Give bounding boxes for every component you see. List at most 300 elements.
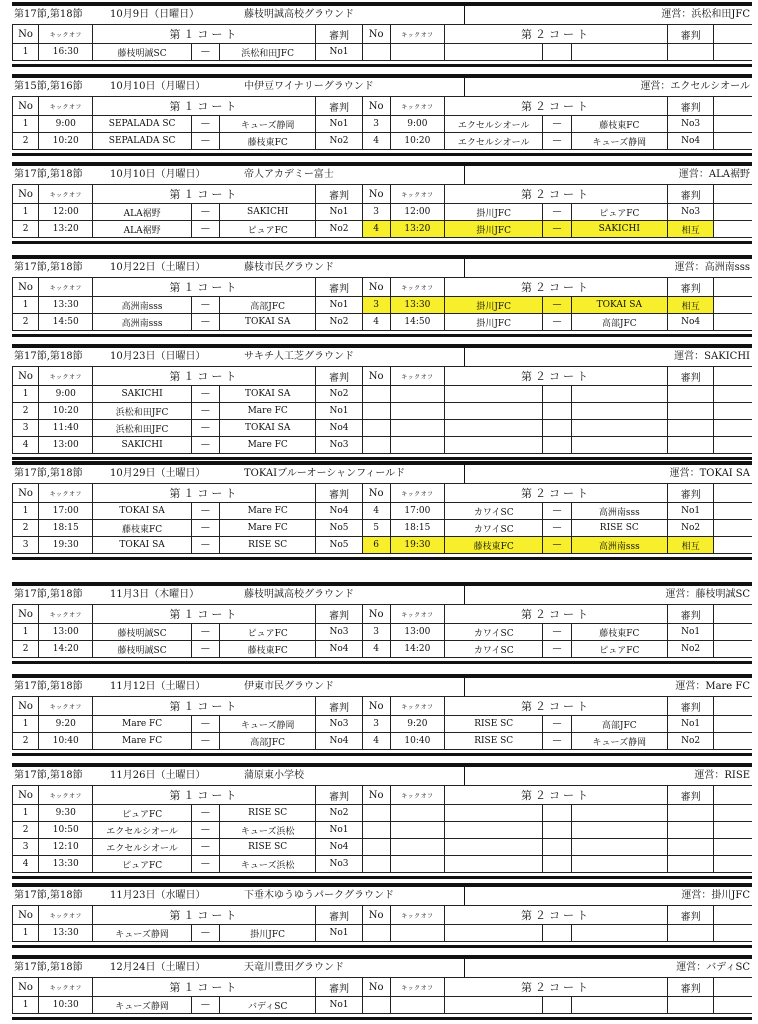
schedule-table xyxy=(12,785,752,873)
court-2-kickoff: 19:30 xyxy=(390,537,444,554)
court-2-vs-dash xyxy=(543,822,571,839)
spare-cell xyxy=(714,44,752,61)
court-2-home-team xyxy=(444,997,542,1014)
match-date: 10月9日（日曜日） xyxy=(110,9,200,20)
court-2-home-team: カワイSC xyxy=(444,641,542,658)
manager-label: 運営：掛川JFC xyxy=(681,890,750,901)
court-1-kickoff: 19:30 xyxy=(39,537,93,554)
court-1-vs-dash: — xyxy=(191,925,219,942)
block-bottom-rule xyxy=(12,661,752,664)
court-2-kickoff: 10:40 xyxy=(390,733,444,750)
court-2-vs-dash: — xyxy=(543,297,571,314)
header-divider xyxy=(464,348,465,366)
court-2-kickoff xyxy=(390,997,444,1014)
court-1-match-no: 1 xyxy=(13,805,39,822)
court-2-referee: 相互 xyxy=(668,221,714,238)
col-no-2: No xyxy=(362,605,390,624)
col-no-2: No xyxy=(362,978,390,997)
col-referee-2: 審判 xyxy=(668,605,714,624)
spare-cell xyxy=(714,925,752,942)
section-label: 第17節,第18節 xyxy=(14,770,83,781)
court-1-referee: No1 xyxy=(316,116,362,133)
court-1-home-team: 浜松和田JFC xyxy=(93,403,191,420)
court-2-vs-dash: — xyxy=(543,520,571,537)
schedule-table xyxy=(12,696,752,750)
spare-cell xyxy=(714,805,752,822)
col-referee-1: 審判 xyxy=(316,605,362,624)
court-2-vs-dash xyxy=(543,805,571,822)
court-1-vs-dash: — xyxy=(191,133,219,150)
court-1-vs-dash: — xyxy=(191,716,219,733)
table-header-row xyxy=(13,278,753,297)
court-1-vs-dash: — xyxy=(191,822,219,839)
court-2-header: 第２コート xyxy=(444,97,667,116)
spare-cell xyxy=(714,437,752,454)
court-1-referee: No1 xyxy=(316,997,362,1014)
court-1-referee: No4 xyxy=(316,641,362,658)
court-2-away-team xyxy=(571,925,667,942)
court-1-away-team: キューズ静岡 xyxy=(219,116,315,133)
court-1-vs-dash: — xyxy=(191,116,219,133)
venue-name: 藤枝明誠高校グラウンド xyxy=(244,9,354,20)
spare-cell xyxy=(714,221,752,238)
court-2-home-team xyxy=(444,925,542,942)
match-row xyxy=(13,856,753,873)
court-2-away-team xyxy=(571,386,667,403)
col-kickoff-2: キックオフ xyxy=(390,97,444,116)
col-kickoff-2: キックオフ xyxy=(390,906,444,925)
court-1-match-no: 2 xyxy=(13,314,39,331)
court-1-away-team: 藤枝東FC xyxy=(219,133,315,150)
col-no-1: No xyxy=(13,97,39,116)
court-2-header: 第２コート xyxy=(444,906,667,925)
court-1-match-no: 2 xyxy=(13,641,39,658)
court-2-home-team: 掛川JFC xyxy=(444,314,542,331)
court-1-vs-dash: — xyxy=(191,856,219,873)
col-kickoff-2: キックオフ xyxy=(390,484,444,503)
header-divider xyxy=(464,767,465,785)
court-1-kickoff: 13:30 xyxy=(39,925,93,942)
court-1-home-team: Mare FC xyxy=(93,733,191,750)
court-1-match-no: 1 xyxy=(13,386,39,403)
match-row xyxy=(13,221,753,238)
spare-column xyxy=(714,185,752,204)
court-2-vs-dash: — xyxy=(543,503,571,520)
match-row xyxy=(13,314,753,331)
court-2-kickoff: 17:00 xyxy=(390,503,444,520)
block-bottom-rule xyxy=(12,557,752,560)
spare-column xyxy=(714,906,752,925)
court-2-header: 第２コート xyxy=(444,484,667,503)
court-1-match-no: 3 xyxy=(13,420,39,437)
court-2-header: 第２コート xyxy=(444,185,667,204)
venue-name: 藤枝市民グラウンド xyxy=(244,262,334,273)
section-label: 第15節,第16節 xyxy=(14,81,83,92)
col-referee-1: 審判 xyxy=(316,786,362,805)
court-1-match-no: 3 xyxy=(13,839,39,856)
court-2-match-no: 4 xyxy=(362,314,390,331)
court-1-header: 第１コート xyxy=(93,786,316,805)
block-header xyxy=(12,166,752,184)
col-kickoff-2: キックオフ xyxy=(390,278,444,297)
manager-label: 運営：Mare FC xyxy=(675,681,750,692)
court-2-header: 第２コート xyxy=(444,25,667,44)
court-1-away-team: Mare FC xyxy=(219,437,315,454)
col-no-1: No xyxy=(13,605,39,624)
court-2-referee xyxy=(668,822,714,839)
court-2-away-team xyxy=(571,839,667,856)
col-kickoff-1: キックオフ xyxy=(39,484,93,503)
venue-name: 中伊豆ワイナリーグラウンド xyxy=(244,81,374,92)
manager-label: 運営：ALA裾野 xyxy=(678,169,750,180)
spare-cell xyxy=(714,403,752,420)
venue-name: TOKAIブルーオーシャンフィールド xyxy=(244,468,406,479)
court-2-vs-dash: — xyxy=(543,204,571,221)
court-2-match-no: 3 xyxy=(362,297,390,314)
court-1-referee: No2 xyxy=(316,314,362,331)
block-header xyxy=(12,78,752,96)
court-1-kickoff: 9:00 xyxy=(39,386,93,403)
court-2-kickoff xyxy=(390,856,444,873)
court-1-header: 第１コート xyxy=(93,25,316,44)
court-2-match-no xyxy=(362,925,390,942)
court-2-match-no: 6 xyxy=(362,537,390,554)
col-no-1: No xyxy=(13,25,39,44)
spare-cell xyxy=(714,133,752,150)
court-2-match-no xyxy=(362,822,390,839)
court-1-home-team: 藤枝明誠SC xyxy=(93,641,191,658)
table-header-row xyxy=(13,605,753,624)
court-2-away-team xyxy=(571,856,667,873)
match-row xyxy=(13,925,753,942)
match-row xyxy=(13,133,753,150)
court-2-match-no: 3 xyxy=(362,624,390,641)
court-1-away-team: 藤枝東FC xyxy=(219,641,315,658)
court-2-vs-dash xyxy=(543,403,571,420)
court-1-home-team: ピュアFC xyxy=(93,805,191,822)
col-kickoff-2: キックオフ xyxy=(390,25,444,44)
section-label: 第17節,第18節 xyxy=(14,468,83,479)
court-2-kickoff xyxy=(390,839,444,856)
spare-cell xyxy=(714,520,752,537)
spare-cell xyxy=(714,716,752,733)
court-1-referee: No4 xyxy=(316,839,362,856)
court-2-match-no: 4 xyxy=(362,641,390,658)
col-referee-2: 審判 xyxy=(668,278,714,297)
spare-column xyxy=(714,786,752,805)
col-no-2: No xyxy=(362,97,390,116)
court-1-kickoff: 16:30 xyxy=(39,44,93,61)
match-date: 11月3日（木曜日） xyxy=(110,589,200,600)
court-1-vs-dash: — xyxy=(191,420,219,437)
spare-cell xyxy=(714,839,752,856)
court-1-referee: No2 xyxy=(316,386,362,403)
col-kickoff-1: キックオフ xyxy=(39,906,93,925)
court-2-vs-dash: — xyxy=(543,537,571,554)
court-2-vs-dash xyxy=(543,925,571,942)
block-bottom-rule xyxy=(12,153,752,156)
court-1-match-no: 2 xyxy=(13,822,39,839)
court-1-referee: No5 xyxy=(316,537,362,554)
court-1-vs-dash: — xyxy=(191,997,219,1014)
match-row xyxy=(13,733,753,750)
court-1-header: 第１コート xyxy=(93,484,316,503)
spare-cell xyxy=(714,204,752,221)
court-2-home-team xyxy=(444,437,542,454)
court-2-referee xyxy=(668,805,714,822)
col-referee-1: 審判 xyxy=(316,97,362,116)
court-1-home-team: 浜松和田JFC xyxy=(93,420,191,437)
match-date: 12月24日（土曜日） xyxy=(110,962,206,973)
court-2-referee: No4 xyxy=(668,314,714,331)
court-1-referee: No1 xyxy=(316,297,362,314)
court-1-vs-dash: — xyxy=(191,503,219,520)
court-1-referee: No1 xyxy=(316,925,362,942)
table-header-row xyxy=(13,97,753,116)
court-1-home-team: ALA裾野 xyxy=(93,204,191,221)
block-bottom-rule xyxy=(12,64,752,67)
court-2-match-no: 3 xyxy=(362,204,390,221)
match-row xyxy=(13,420,753,437)
manager-label: 運営：浜松和田JFC xyxy=(661,9,750,20)
col-referee-2: 審判 xyxy=(668,97,714,116)
court-2-away-team: キューズ静岡 xyxy=(571,733,667,750)
match-row xyxy=(13,822,753,839)
section-label: 第17節,第18節 xyxy=(14,9,83,20)
court-2-away-team: ピュアFC xyxy=(571,204,667,221)
court-2-vs-dash xyxy=(543,386,571,403)
court-2-referee xyxy=(668,839,714,856)
table-header-row xyxy=(13,185,753,204)
court-1-away-team: 掛川JFC xyxy=(219,925,315,942)
court-1-kickoff: 9:00 xyxy=(39,116,93,133)
court-1-header: 第１コート xyxy=(93,906,316,925)
court-1-match-no: 4 xyxy=(13,856,39,873)
col-kickoff-1: キックオフ xyxy=(39,697,93,716)
match-row xyxy=(13,537,753,554)
court-1-referee: No2 xyxy=(316,133,362,150)
schedule-table xyxy=(12,905,752,942)
court-2-referee xyxy=(668,925,714,942)
block-header xyxy=(12,586,752,604)
header-divider xyxy=(464,259,465,277)
court-2-away-team xyxy=(571,997,667,1014)
court-1-away-team: キューズ浜松 xyxy=(219,856,315,873)
court-1-kickoff: 12:10 xyxy=(39,839,93,856)
court-1-header: 第１コート xyxy=(93,697,316,716)
court-1-match-no: 1 xyxy=(13,624,39,641)
court-1-home-team: 藤枝明誠SC xyxy=(93,624,191,641)
manager-label: 運営：藤枝明誠SC xyxy=(665,589,750,600)
match-row xyxy=(13,624,753,641)
court-1-match-no: 4 xyxy=(13,437,39,454)
court-1-home-team: ピュアFC xyxy=(93,856,191,873)
court-1-header: 第１コート xyxy=(93,605,316,624)
block-header xyxy=(12,959,752,977)
court-2-referee: No1 xyxy=(668,503,714,520)
venue-name: 蒲原東小学校 xyxy=(244,770,304,781)
table-header-row xyxy=(13,978,753,997)
block-bottom-rule xyxy=(12,457,752,460)
col-no-2: No xyxy=(362,906,390,925)
court-2-vs-dash xyxy=(543,437,571,454)
spare-column xyxy=(714,278,752,297)
court-2-referee: No1 xyxy=(668,716,714,733)
court-1-away-team: TOKAI SA xyxy=(219,314,315,331)
court-2-home-team xyxy=(444,420,542,437)
schedule-table xyxy=(12,977,752,1014)
court-1-match-no: 2 xyxy=(13,133,39,150)
court-2-referee xyxy=(668,403,714,420)
court-2-header: 第２コート xyxy=(444,278,667,297)
col-referee-2: 審判 xyxy=(668,906,714,925)
court-1-away-team: SAKICHI xyxy=(219,204,315,221)
match-date: 10月29日（土曜日） xyxy=(110,468,206,479)
court-1-match-no: 1 xyxy=(13,503,39,520)
court-1-referee: No3 xyxy=(316,856,362,873)
court-2-kickoff: 14:20 xyxy=(390,641,444,658)
col-kickoff-1: キックオフ xyxy=(39,278,93,297)
court-1-match-no: 1 xyxy=(13,925,39,942)
court-1-kickoff: 12:00 xyxy=(39,204,93,221)
block-bottom-rule xyxy=(12,945,752,948)
court-2-match-no: 4 xyxy=(362,503,390,520)
block-bottom-rule xyxy=(12,1017,752,1020)
court-1-away-team: 高部JFC xyxy=(219,733,315,750)
header-divider xyxy=(464,959,465,977)
col-no-2: No xyxy=(362,25,390,44)
court-1-home-team: Mare FC xyxy=(93,716,191,733)
match-date: 11月23日（水曜日） xyxy=(110,890,206,901)
court-1-vs-dash: — xyxy=(191,520,219,537)
court-2-referee: No4 xyxy=(668,133,714,150)
court-1-home-team: SEPALADA SC xyxy=(93,116,191,133)
header-divider xyxy=(464,6,465,24)
court-1-match-no: 1 xyxy=(13,204,39,221)
col-no-2: No xyxy=(362,367,390,386)
col-no-2: No xyxy=(362,786,390,805)
court-2-kickoff: 13:00 xyxy=(390,624,444,641)
court-2-match-no: 3 xyxy=(362,716,390,733)
match-row xyxy=(13,839,753,856)
court-2-match-no xyxy=(362,856,390,873)
court-1-kickoff: 17:00 xyxy=(39,503,93,520)
court-2-kickoff: 18:15 xyxy=(390,520,444,537)
court-1-away-team: Mare FC xyxy=(219,403,315,420)
col-no-1: No xyxy=(13,786,39,805)
court-2-match-no xyxy=(362,997,390,1014)
col-no-2: No xyxy=(362,278,390,297)
court-1-home-team: 高洲南sss xyxy=(93,314,191,331)
match-date: 10月10日（月曜日） xyxy=(110,81,206,92)
table-header-row xyxy=(13,906,753,925)
col-kickoff-2: キックオフ xyxy=(390,786,444,805)
col-referee-1: 審判 xyxy=(316,484,362,503)
court-1-away-team: RISE SC xyxy=(219,839,315,856)
spare-column xyxy=(714,605,752,624)
header-divider xyxy=(464,887,465,905)
court-2-match-no xyxy=(362,839,390,856)
court-2-header: 第２コート xyxy=(444,786,667,805)
col-no-1: No xyxy=(13,697,39,716)
match-row xyxy=(13,204,753,221)
col-no-1: No xyxy=(13,367,39,386)
court-1-vs-dash: — xyxy=(191,386,219,403)
block-header xyxy=(12,348,752,366)
court-2-match-no: 4 xyxy=(362,133,390,150)
block-header xyxy=(12,465,752,483)
col-kickoff-1: キックオフ xyxy=(39,185,93,204)
court-2-away-team xyxy=(571,805,667,822)
match-row xyxy=(13,503,753,520)
court-1-kickoff: 14:50 xyxy=(39,314,93,331)
schedule-table xyxy=(12,184,752,238)
court-2-away-team: 高部JFC xyxy=(571,716,667,733)
court-2-home-team xyxy=(444,839,542,856)
court-2-away-team: SAKICHI xyxy=(571,221,667,238)
court-2-match-no xyxy=(362,386,390,403)
court-2-away-team: 高洲南sss xyxy=(571,537,667,554)
col-referee-1: 審判 xyxy=(316,697,362,716)
match-row xyxy=(13,997,753,1014)
col-kickoff-2: キックオフ xyxy=(390,697,444,716)
match-date: 10月23日（日曜日） xyxy=(110,351,206,362)
court-1-away-team: キューズ浜松 xyxy=(219,822,315,839)
court-1-kickoff: 10:50 xyxy=(39,822,93,839)
court-2-away-team: 藤枝東FC xyxy=(571,116,667,133)
spare-cell xyxy=(714,997,752,1014)
court-2-home-team xyxy=(444,44,542,61)
spare-cell xyxy=(714,297,752,314)
col-referee-2: 審判 xyxy=(668,697,714,716)
court-2-home-team: エクセルシオール xyxy=(444,116,542,133)
court-2-match-no xyxy=(362,44,390,61)
court-2-vs-dash: — xyxy=(543,624,571,641)
court-1-kickoff: 13:00 xyxy=(39,624,93,641)
match-row xyxy=(13,520,753,537)
court-1-home-team: TOKAI SA xyxy=(93,537,191,554)
col-no-2: No xyxy=(362,697,390,716)
court-1-away-team: キューズ静岡 xyxy=(219,716,315,733)
block-bottom-rule xyxy=(12,334,752,337)
court-2-vs-dash: — xyxy=(543,733,571,750)
court-1-home-team: SAKICHI xyxy=(93,437,191,454)
table-header-row xyxy=(13,786,753,805)
court-1-vs-dash: — xyxy=(191,221,219,238)
col-kickoff-2: キックオフ xyxy=(390,978,444,997)
court-1-home-team: TOKAI SA xyxy=(93,503,191,520)
court-2-kickoff xyxy=(390,386,444,403)
court-2-referee xyxy=(668,856,714,873)
court-2-vs-dash: — xyxy=(543,116,571,133)
court-1-away-team: ピュアFC xyxy=(219,221,315,238)
court-2-home-team xyxy=(444,856,542,873)
court-2-kickoff xyxy=(390,44,444,61)
court-1-home-team: 藤枝東FC xyxy=(93,520,191,537)
court-1-kickoff: 9:30 xyxy=(39,805,93,822)
court-2-kickoff: 10:20 xyxy=(390,133,444,150)
spare-column xyxy=(714,978,752,997)
court-2-vs-dash: — xyxy=(543,641,571,658)
court-1-kickoff: 13:30 xyxy=(39,856,93,873)
court-2-home-team: 掛川JFC xyxy=(444,297,542,314)
col-referee-1: 審判 xyxy=(316,367,362,386)
match-row xyxy=(13,297,753,314)
table-header-row xyxy=(13,25,753,44)
court-1-home-team: キューズ静岡 xyxy=(93,997,191,1014)
spare-column xyxy=(714,697,752,716)
court-1-away-team: 高部JFC xyxy=(219,297,315,314)
